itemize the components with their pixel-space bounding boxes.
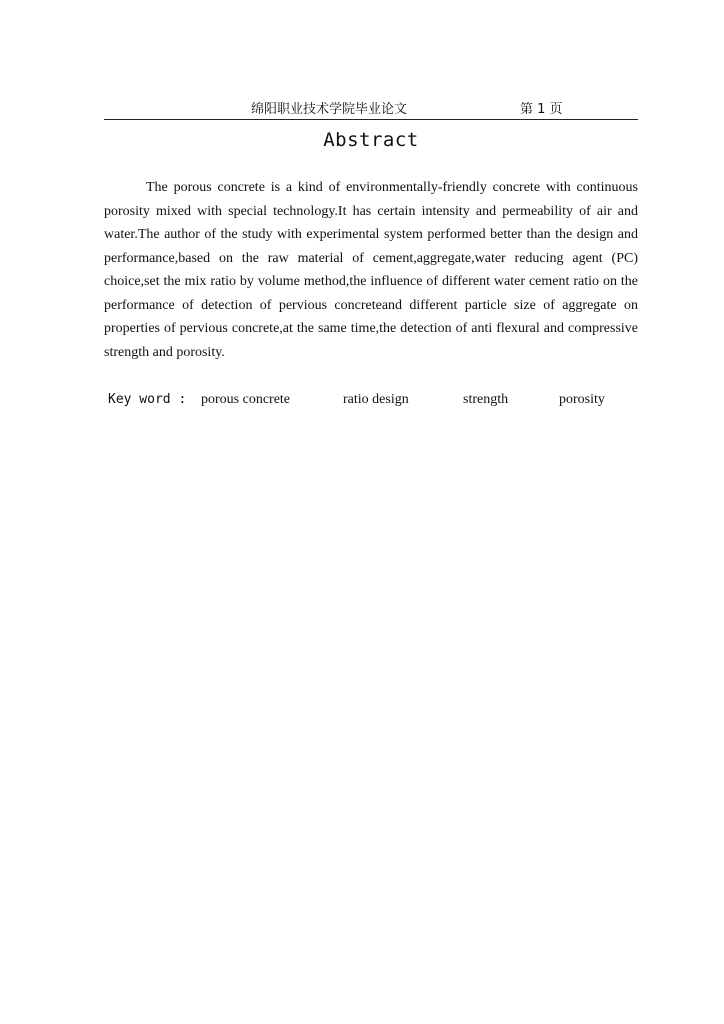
page-header bbox=[104, 101, 638, 120]
keywords-label: Key word : bbox=[108, 392, 187, 407]
keywords-line bbox=[108, 389, 638, 411]
keyword-item: porosity bbox=[559, 392, 605, 407]
keyword-item: strength bbox=[463, 392, 509, 407]
keyword-item: porous concrete bbox=[201, 392, 291, 407]
keyword-item: ratio design bbox=[343, 392, 409, 407]
abstract-heading: Abstract bbox=[323, 129, 419, 151]
header-title: 绵阳职业技术学院毕业论文 bbox=[251, 102, 408, 117]
header-page-number: 第 1 页 bbox=[520, 102, 563, 117]
abstract-paragraph: The porous concrete is a kind of environmentally-friendly concrete with continuous porosity mixed with special technology.It has certain intensity and permeability of air and water.The author of the study with experimental system performed better than the design and performance,based on the raw material of cement,aggregate,water reducing agent (PC) choice,set the mix ratio by volume method,the influence of different water cement ratio on the performance of detection of pervious concreteand different particle size of aggregate on properties of pervious concrete,at the same time,the detection of anti flexural and compressive strength and porosity. bbox=[104, 180, 638, 360]
